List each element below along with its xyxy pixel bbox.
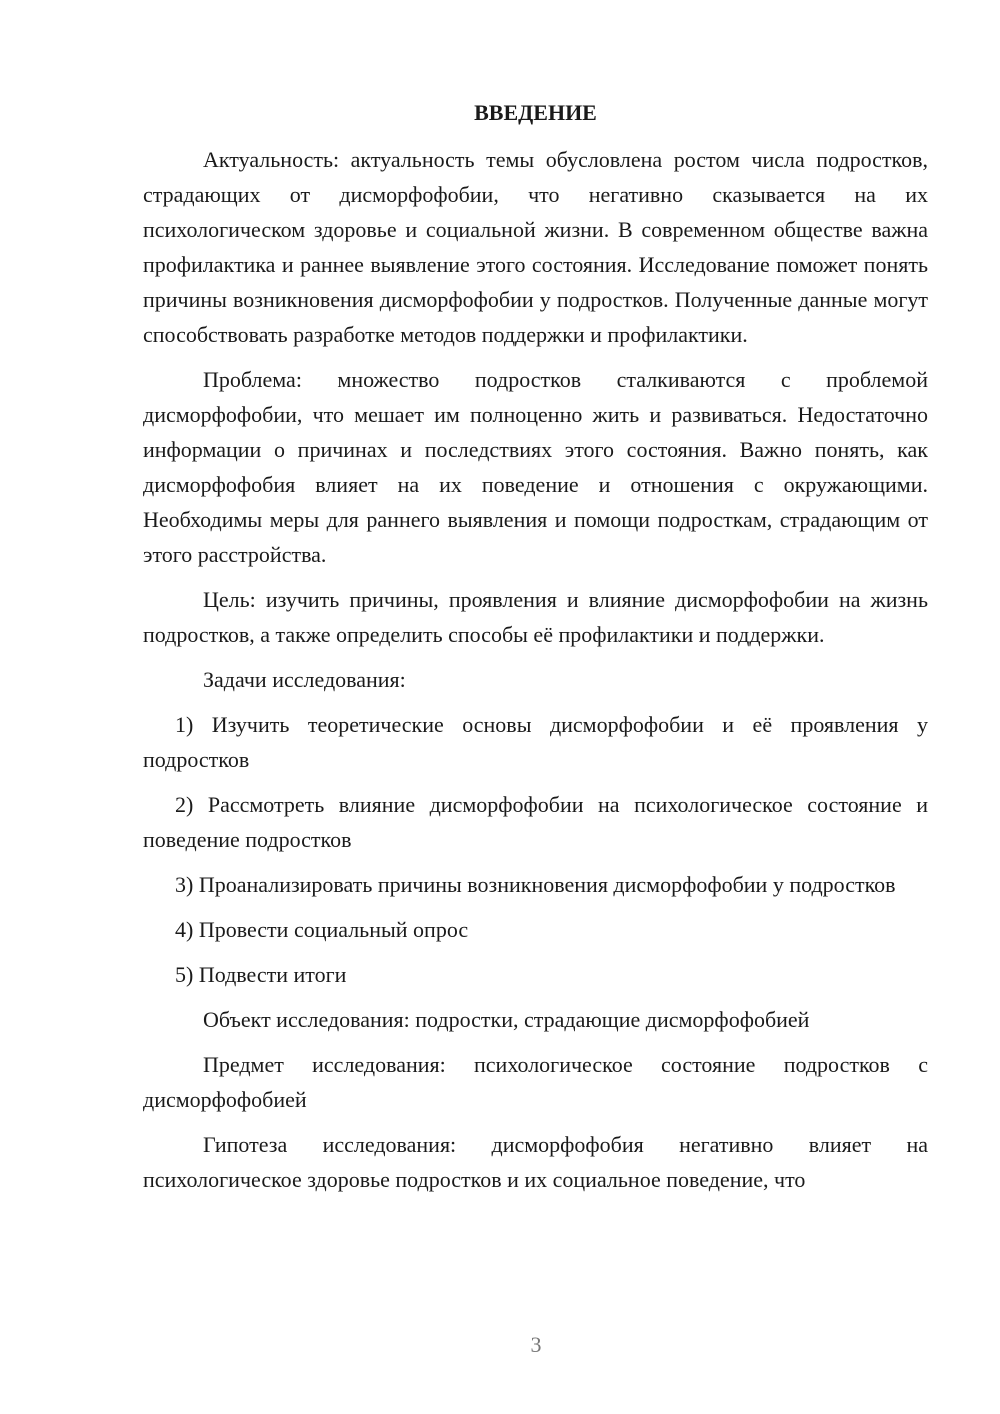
page-title: ВВЕДЕНИЕ [474,100,597,125]
paragraph-problem: Проблема: множество подростков сталкиваются с проблемой дисморфофобии, что мешает им полноценно жить и развиваться. Недостаточно информации о причинах и последствиях этого состояния. Важно понять, как дисморфофобия влияет на их поведение и отношения с окружающими. Необходимы меры для раннего выявления и помощи подросткам, страдающим от этого расстройства. [143,367,928,567]
list-item: 4) Провести социальный опрос [175,917,469,942]
page-number: 3 [530,1332,542,1357]
paragraph-hypothesis: Гипотеза исследования: дисморфофобия негативно влияет на психологическое здоровье подростков и их социальное поведение, что [143,1132,928,1192]
tasks-heading: Задачи исследования: [203,667,406,692]
paragraph-goal: Цель: изучить причины, проявления и влияние дисморфофобии на жизнь подростков, а также определить способы её профилактики и поддержки. [143,587,928,647]
tasks-list [143,707,928,992]
list-item: 2) Рассмотреть влияние дисморфофобии на психологическое состояние и поведение подростков [143,792,928,852]
paragraph-subject: Предмет исследования: психологическое состояние подростков с дисморфофобией [143,1052,928,1112]
list-item: 5) Подвести итоги [175,962,347,987]
paragraph-relevance: Актуальность: актуальность темы обусловлена ростом числа подростков, страдающих от дисморфофобии, что негативно сказывается на их психологическом здоровье и социальной жизни. В современном обществе важна профилактика и раннее выявление этого состояния. Исследование поможет понять причины возникновения дисморфофобии у подростков. Полученные данные могут способствовать разработке методов поддержки и профилактики. [143,147,928,347]
list-item: 1) Изучить теоретические основы дисморфофобии и её проявления у подростков [143,712,928,772]
paragraph-object: Объект исследования: подростки, страдающие дисморфофобией [203,1007,810,1032]
list-item: 3) Проанализировать причины возникновения дисморфофобии у подростков [175,872,896,897]
document-page [143,95,928,1207]
